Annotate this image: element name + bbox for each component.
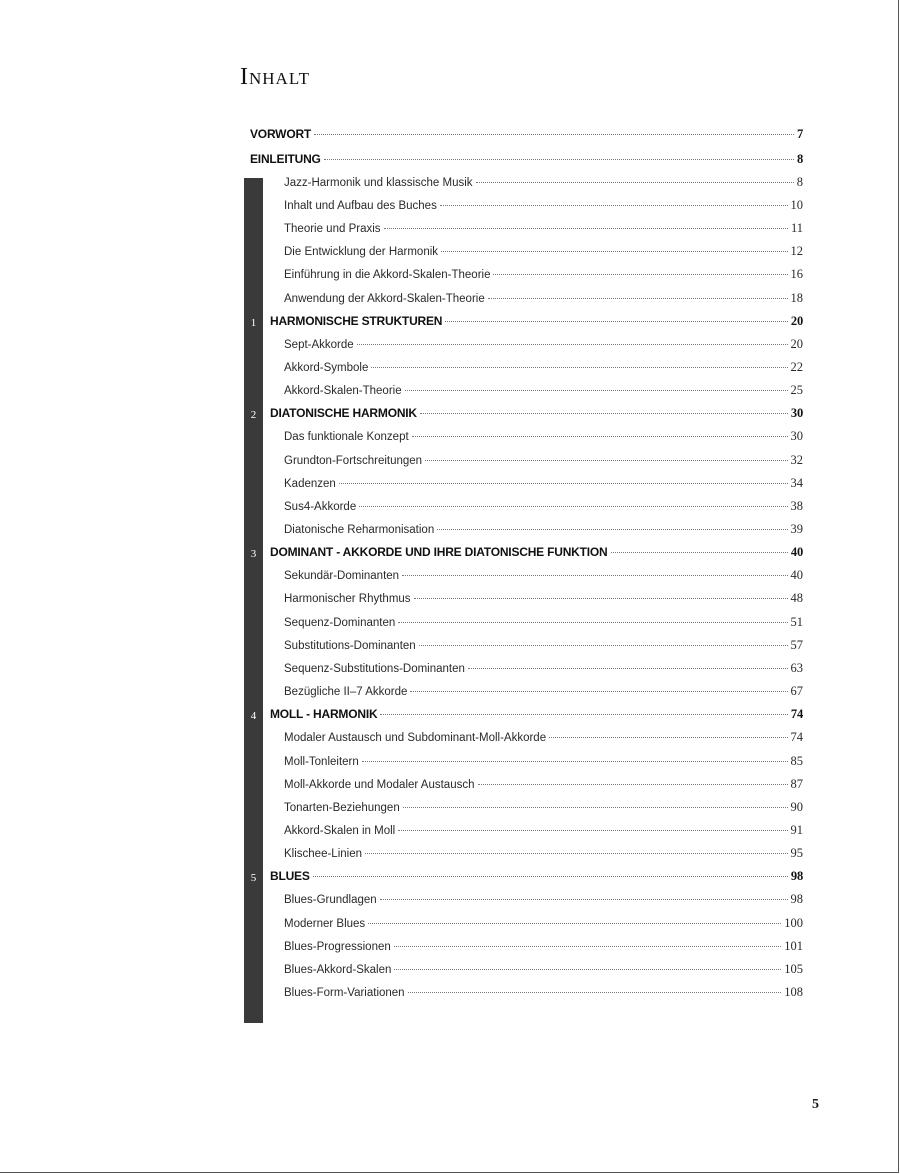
toc-entry [284, 175, 803, 195]
dot-leader [408, 992, 782, 993]
toc-entry-page: 48 [790, 591, 803, 605]
toc-entry [284, 244, 803, 264]
toc-entry-title: Sus4-Akkorde [284, 501, 357, 513]
dot-leader [412, 436, 788, 437]
toc-entry [284, 754, 803, 774]
toc-entry-page: 101 [784, 939, 803, 953]
toc-entry-title: Substitutions-Dominanten [284, 640, 416, 652]
toc-entry-page: 57 [790, 638, 803, 652]
toc-entry [284, 337, 803, 357]
dot-leader [314, 134, 794, 135]
page-number: 5 [812, 1097, 819, 1112]
dot-leader [380, 899, 788, 900]
toc-entry-title: Harmonischer Rhythmus [284, 593, 411, 605]
toc-entry [284, 429, 803, 449]
toc-entry [284, 198, 803, 218]
toc-entry-title: Anwendung der Akkord-Skalen-Theorie [284, 293, 485, 305]
toc-entry-page: 95 [790, 846, 803, 860]
toc-chapter-entry [250, 152, 803, 172]
toc-entry-title: Grundton-Fortschreitungen [284, 455, 423, 467]
toc-entry-title: Klischee-Linien [284, 848, 362, 860]
toc-entry [284, 360, 803, 380]
toc-chapter-entry [270, 545, 803, 565]
toc-entry-page: 32 [790, 453, 803, 467]
toc-entry-title: Theorie und Praxis [284, 223, 381, 235]
chapter-number: 4 [250, 710, 257, 722]
toc-entry [284, 661, 803, 681]
toc-entry-page: 30 [790, 406, 803, 420]
toc-entry-page: 74 [790, 730, 803, 744]
toc-entry-page: 40 [790, 568, 803, 582]
toc-entry [284, 823, 803, 843]
toc-entry-page: 10 [790, 198, 803, 212]
dot-leader [359, 506, 787, 507]
dot-leader [414, 598, 788, 599]
toc-entry-title: Inhalt und Aufbau des Buches [284, 200, 437, 212]
toc-entry [284, 499, 803, 519]
dot-leader [420, 413, 788, 414]
chapter-number: 3 [250, 548, 257, 560]
toc-entry [284, 800, 803, 820]
toc-entry-page: 34 [790, 476, 803, 490]
dot-leader [476, 182, 794, 183]
toc-entry [284, 591, 803, 611]
toc-entry-page: 91 [790, 823, 803, 837]
toc-entry [284, 221, 803, 241]
toc-entry [284, 476, 803, 496]
toc-entry-title: Jazz-Harmonik und klassische Musik [284, 177, 473, 189]
toc-chapter-entry [270, 869, 803, 889]
toc-entry [284, 730, 803, 750]
toc-entry-title: Moll-Akkorde und Modaler Austausch [284, 779, 475, 791]
toc-entry-title: Akkord-Skalen in Moll [284, 825, 396, 837]
toc-entry-title: MOLL - HARMONIK [270, 707, 378, 721]
toc-entry [284, 962, 803, 982]
toc-entry-page: 85 [790, 754, 803, 768]
toc-entry-page: 38 [790, 499, 803, 513]
toc-entry-title: HARMONISCHE STRUKTUREN [270, 314, 443, 328]
dot-leader [398, 830, 787, 831]
dot-leader [403, 807, 788, 808]
toc-entry-title: Blues-Akkord-Skalen [284, 964, 392, 976]
toc-entry-page: 30 [790, 429, 803, 443]
dot-leader [611, 552, 788, 553]
toc-chapter-entry [270, 406, 803, 426]
toc-entry-title: DOMINANT - AKKORDE UND IHRE DIATONISCHE FUNKTION [270, 545, 608, 559]
dot-leader [468, 668, 788, 669]
toc-entry-page: 74 [790, 707, 803, 721]
toc-entry-title: BLUES [270, 869, 310, 883]
toc-entry-title: Sept-Akkorde [284, 339, 354, 351]
toc-entry-page: 39 [790, 522, 803, 536]
dot-leader [549, 737, 787, 738]
dot-leader [339, 483, 788, 484]
toc-entry-title: Blues-Grundlagen [284, 894, 377, 906]
toc-entry [284, 522, 803, 542]
dot-leader [368, 923, 781, 924]
toc-entry-page: 11 [790, 221, 803, 235]
toc-entry-title: Das funktionale Konzept [284, 431, 409, 443]
dot-leader [313, 876, 788, 877]
toc-entry-page: 90 [790, 800, 803, 814]
toc-entry [284, 291, 803, 311]
toc-entry-page: 87 [790, 777, 803, 791]
toc-entry-page: 7 [796, 127, 803, 141]
toc-entry [284, 267, 803, 287]
toc-entry [284, 846, 803, 866]
toc-entry-page: 63 [790, 661, 803, 675]
toc-entry-title: Modaler Austausch und Subdominant-Moll-Akkorde [284, 732, 547, 744]
toc-entry-title: VORWORT [250, 127, 312, 141]
toc-entry-title: Kadenzen [284, 478, 336, 490]
dot-leader [371, 367, 787, 368]
toc-entry-title: Akkord-Symbole [284, 362, 369, 374]
toc-entry-title: Sekundär-Dominanten [284, 570, 400, 582]
toc-entry-title: Diatonische Reharmonisation [284, 524, 435, 536]
toc-chapter-entry [250, 127, 803, 147]
dot-leader [410, 691, 787, 692]
toc-entry-title: Sequenz-Dominanten [284, 617, 396, 629]
toc-entry-page: 100 [784, 916, 803, 930]
toc-entry-title: Sequenz-Substitutions-Dominanten [284, 663, 465, 675]
toc-entry [284, 615, 803, 635]
toc-entry-title: Die Entwicklung der Harmonik [284, 246, 439, 258]
toc-entry-title: DIATONISCHE HARMONIK [270, 406, 417, 420]
dot-leader [384, 228, 788, 229]
dot-leader [488, 298, 788, 299]
dot-leader [365, 853, 788, 854]
dot-leader [493, 274, 787, 275]
chapter-number: 2 [250, 409, 257, 421]
toc-entry-page: 12 [790, 244, 803, 258]
dot-leader [402, 575, 787, 576]
toc-entry-page: 105 [784, 962, 803, 976]
toc-entry [284, 684, 803, 704]
toc-entry-page: 40 [790, 545, 803, 559]
toc-entry [284, 892, 803, 912]
dot-leader [394, 946, 781, 947]
toc-entry-page: 20 [790, 337, 803, 351]
toc-entry [284, 777, 803, 797]
toc-entry-title: Blues-Form-Variationen [284, 987, 405, 999]
dot-leader [324, 159, 794, 160]
toc-entry [284, 383, 803, 403]
toc-entry-title: Bezügliche II–7 Akkorde [284, 686, 408, 698]
chapter-number: 1 [250, 317, 257, 329]
page-title: Inhalt [240, 64, 311, 90]
toc-chapter-entry [270, 314, 803, 334]
toc-entry-title: Moll-Tonleitern [284, 756, 359, 768]
toc-entry-page: 16 [790, 267, 803, 281]
toc-entry-page: 22 [790, 360, 803, 374]
toc-entry-title: EINLEITUNG [250, 152, 321, 166]
toc-entry-page: 67 [790, 684, 803, 698]
toc-entry [284, 638, 803, 658]
dot-leader [398, 622, 787, 623]
toc-entry [284, 453, 803, 473]
toc-entry-title: Tonarten-Beziehungen [284, 802, 400, 814]
dot-leader [445, 321, 788, 322]
toc-entry-title: Akkord-Skalen-Theorie [284, 385, 402, 397]
dot-leader [437, 529, 787, 530]
toc-entry-title: Moderner Blues [284, 918, 366, 930]
toc-chapter-entry [270, 707, 803, 727]
dot-leader [478, 784, 788, 785]
dot-leader [405, 390, 788, 391]
toc-entry-page: 108 [784, 985, 803, 999]
toc-entry-title: Blues-Progressionen [284, 941, 391, 953]
dot-leader [419, 645, 788, 646]
toc-entry-page: 20 [790, 314, 803, 328]
toc-entry [284, 939, 803, 959]
dot-leader [357, 344, 788, 345]
toc-entry [284, 568, 803, 588]
toc-entry-page: 51 [790, 615, 803, 629]
dot-leader [394, 969, 781, 970]
dot-leader [441, 251, 787, 252]
toc-entry [284, 985, 803, 1005]
dot-leader [380, 714, 787, 715]
toc-entry-page: 8 [796, 152, 803, 166]
toc-entry-page: 98 [790, 869, 803, 883]
dot-leader [362, 761, 788, 762]
dot-leader [425, 460, 787, 461]
toc-entry [284, 916, 803, 936]
toc-entry-page: 25 [790, 383, 803, 397]
toc-entry-title: Einführung in die Akkord-Skalen-Theorie [284, 269, 491, 281]
dot-leader [440, 205, 788, 206]
toc-entry-page: 18 [790, 291, 803, 305]
toc-entry-page: 8 [796, 175, 803, 189]
toc-entry-page: 98 [790, 892, 803, 906]
chapter-number: 5 [250, 872, 257, 884]
